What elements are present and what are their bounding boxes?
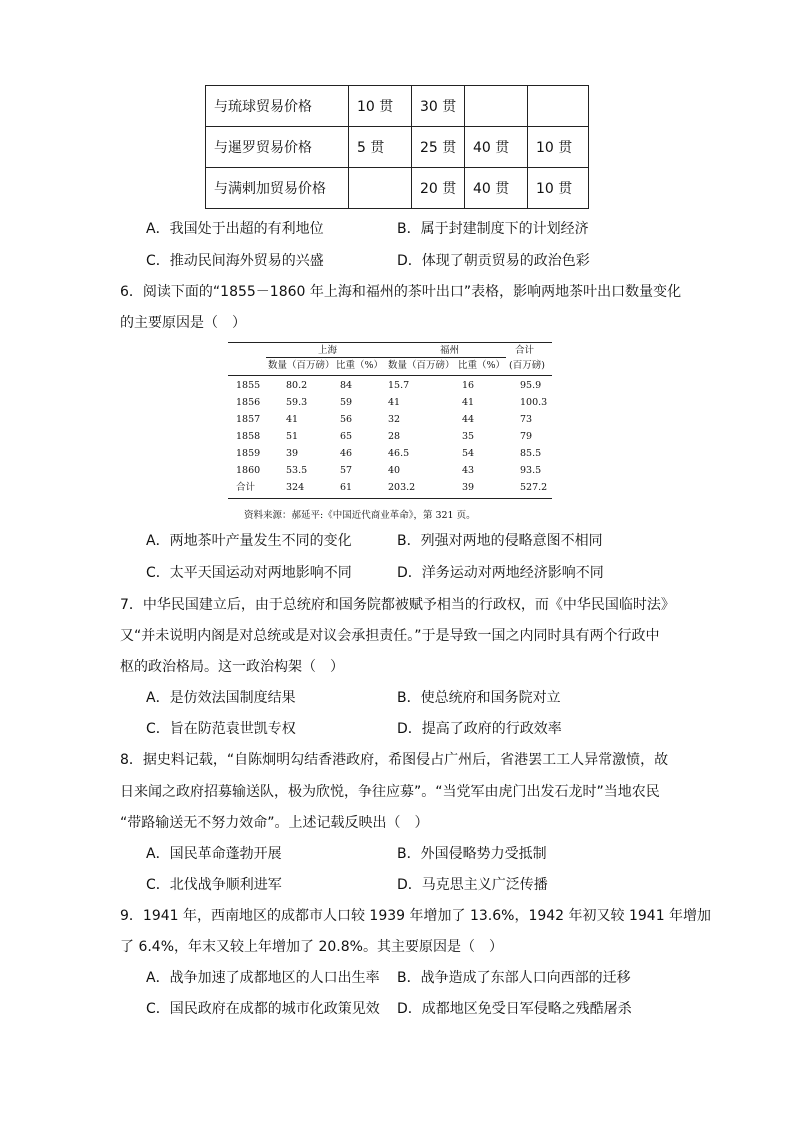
q7-option-d[interactable]: D．提高了政府的行政效率	[397, 721, 562, 737]
q5-option-c[interactable]: C．推动民间海外贸易的兴盛	[146, 253, 324, 269]
q8-stem-line: 8．据史料记载，“自陈炯明勾结香港政府，希图侵占广州后，省港罢工工人异常激愤，故	[120, 752, 669, 768]
tea-cell: 56	[340, 414, 353, 425]
tea-cell: 15.7	[388, 380, 410, 391]
q7-option-a[interactable]: A．是仿效法国制度结果	[146, 690, 296, 706]
tea-cell: 59.3	[286, 397, 308, 408]
table-cell: 与琉球贸易价格	[206, 86, 349, 127]
q6-option-d[interactable]: D．洋务运动对两地经济影响不同	[397, 565, 604, 581]
tea-cell: 80.2	[286, 380, 308, 391]
tea-cell: 51	[286, 431, 299, 442]
group-header: 福州	[440, 345, 460, 356]
tea-row-label: 1858	[236, 431, 261, 442]
q7-option-b[interactable]: B．使总统府和国务院对立	[397, 690, 561, 706]
table-cell: 30 贯	[412, 86, 465, 127]
table-cell: 5 贯	[349, 127, 412, 168]
table-cell: 25 贯	[412, 127, 465, 168]
tea-cell: 41	[462, 397, 475, 408]
table-rule-top	[228, 342, 552, 343]
header-rule	[228, 375, 552, 376]
table-cell: 40 贯	[465, 127, 528, 168]
q5-option-b[interactable]: B．属于封建制度下的计划经济	[397, 221, 589, 237]
tea-cell: 41	[286, 414, 299, 425]
q8-stem-line: “带路输送无不努力效命”。上述记载反映出（ ）	[120, 815, 429, 831]
tea-cell: 46	[340, 448, 353, 459]
table-cell	[349, 168, 412, 209]
q7-stem-line: 枢的政治格局。这一政治构架（ ）	[120, 659, 344, 675]
tea-cell: 16	[462, 380, 475, 391]
table-row	[206, 86, 589, 127]
group-header: 上海	[318, 345, 338, 356]
q9-option-d[interactable]: D．成都地区免受日军侵略之残酷屠杀	[397, 1001, 632, 1017]
tea-cell: 527.2	[520, 482, 548, 493]
tea-cell: 39	[462, 482, 475, 493]
sub-header: 比重（%）	[336, 360, 384, 371]
tea-cell: 85.5	[520, 448, 542, 459]
tea-cell: 32	[388, 414, 401, 425]
tea-cell: 203.2	[388, 482, 416, 493]
tea-row-label: 1855	[236, 380, 261, 391]
tea-row-label: 1859	[236, 448, 261, 459]
tea-cell: 35	[462, 431, 475, 442]
table-cell: 40 贯	[465, 168, 528, 209]
q9-option-b[interactable]: B．战争造成了东部人口向西部的迁移	[397, 970, 631, 986]
price-table	[205, 85, 589, 209]
tea-cell: 43	[462, 465, 475, 476]
table-rule-bottom	[228, 498, 552, 499]
tea-cell: 57	[340, 465, 353, 476]
tea-cell: 54	[462, 448, 475, 459]
q6-option-b[interactable]: B．列强对两地的侵略意图不相同	[397, 533, 603, 549]
table-cell: 10 贯	[528, 127, 589, 168]
q8-option-c[interactable]: C．北伐战争顺利进军	[146, 877, 282, 893]
tea-cell: 28	[388, 431, 401, 442]
q6-option-a[interactable]: A．两地茶叶产量发生不同的变化	[146, 533, 352, 549]
tea-cell: 324	[286, 482, 305, 493]
q8-option-d[interactable]: D．马克思主义广泛传播	[397, 877, 548, 893]
tea-cell: 95.9	[520, 380, 542, 391]
sub-header: (百万磅)	[509, 360, 545, 371]
table-cell: 与满剌加贸易价格	[206, 168, 349, 209]
q9-option-c[interactable]: C．国民政府在成都的城市化政策见效	[146, 1001, 380, 1017]
q9-stem-line: 9．1941 年，西南地区的成都市人口较 1939 年增加了 13.6%，1942 年初又较 1941 年增加	[120, 908, 712, 924]
table-cell	[528, 86, 589, 127]
q9-stem-line: 了 6.4%，年末又较上年增加了 20.8%。其主要原因是（ ）	[120, 939, 503, 955]
tea-cell: 59	[340, 397, 353, 408]
q7-stem-line: 又“并未说明内阁是对总统或是对议会承担责任。”于是导致一国之内同时具有两个行政中	[120, 628, 660, 644]
tea-cell: 84	[340, 380, 353, 391]
table-cell: 20 贯	[412, 168, 465, 209]
tea-cell: 39	[286, 448, 299, 459]
table-cell	[465, 86, 528, 127]
q6-option-c[interactable]: C．太平天国运动对两地影响不同	[146, 565, 352, 581]
q6-stem-line: 6．阅读下面的“1855－1860 年上海和福州的茶叶出口”表格，影响两地茶叶出口数量变化	[120, 284, 682, 300]
q8-option-b[interactable]: B．外国侵略势力受抵制	[397, 846, 547, 862]
tea-cell: 73	[520, 414, 533, 425]
tea-cell: 53.5	[286, 465, 308, 476]
tea-cell: 100.3	[520, 397, 548, 408]
tea-cell: 79	[520, 431, 533, 442]
table-cell: 10 贯	[349, 86, 412, 127]
tea-row-label: 合计	[236, 482, 256, 493]
tea-row-label: 1856	[236, 397, 261, 408]
tea-cell: 41	[388, 397, 401, 408]
q7-stem-line: 7．中华民国建立后，由于总统府和国务院都被赋予相当的行政权，而《中华民国临时法》	[120, 597, 675, 613]
q5-option-d[interactable]: D．体现了朝贡贸易的政治色彩	[397, 253, 590, 269]
tea-cell: 65	[340, 431, 353, 442]
tea-cell: 44	[462, 414, 475, 425]
tea-cell: 61	[340, 482, 353, 493]
q5-option-a[interactable]: A．我国处于出超的有利地位	[146, 221, 324, 237]
sub-header: 比重（%）	[458, 360, 506, 371]
tea-row-label: 1857	[236, 414, 261, 425]
table-row	[206, 127, 589, 168]
tea-cell: 93.5	[520, 465, 542, 476]
sub-header: 数量（百万磅）	[388, 360, 455, 371]
table-row	[206, 168, 589, 209]
q8-stem-line: 日来闻之政府招募输送队，极为欣悦，争往应募”。“当党军由虎门出发石龙时”当地农民	[120, 784, 660, 800]
q8-option-a[interactable]: A．国民革命蓬勃开展	[146, 846, 282, 862]
table-source-note: 资料来源：郝延平:《中国近代商业革命》，第 321 页。	[244, 510, 476, 521]
q9-option-a[interactable]: A．战争加速了成都地区的人口出生率	[146, 970, 380, 986]
tea-export-table	[228, 342, 552, 500]
table-cell: 与暹罗贸易价格	[206, 127, 349, 168]
tea-cell: 40	[388, 465, 401, 476]
tea-row-label: 1860	[236, 465, 261, 476]
group-underline	[386, 357, 506, 358]
tea-cell: 46.5	[388, 448, 410, 459]
q6-stem-line: 的主要原因是（ ）	[120, 315, 246, 331]
q7-option-c[interactable]: C．旨在防范袁世凯专权	[146, 721, 296, 737]
group-header: 合计	[515, 345, 535, 356]
sub-header: 数量（百万磅）	[268, 360, 335, 371]
table-cell: 10 贯	[528, 168, 589, 209]
